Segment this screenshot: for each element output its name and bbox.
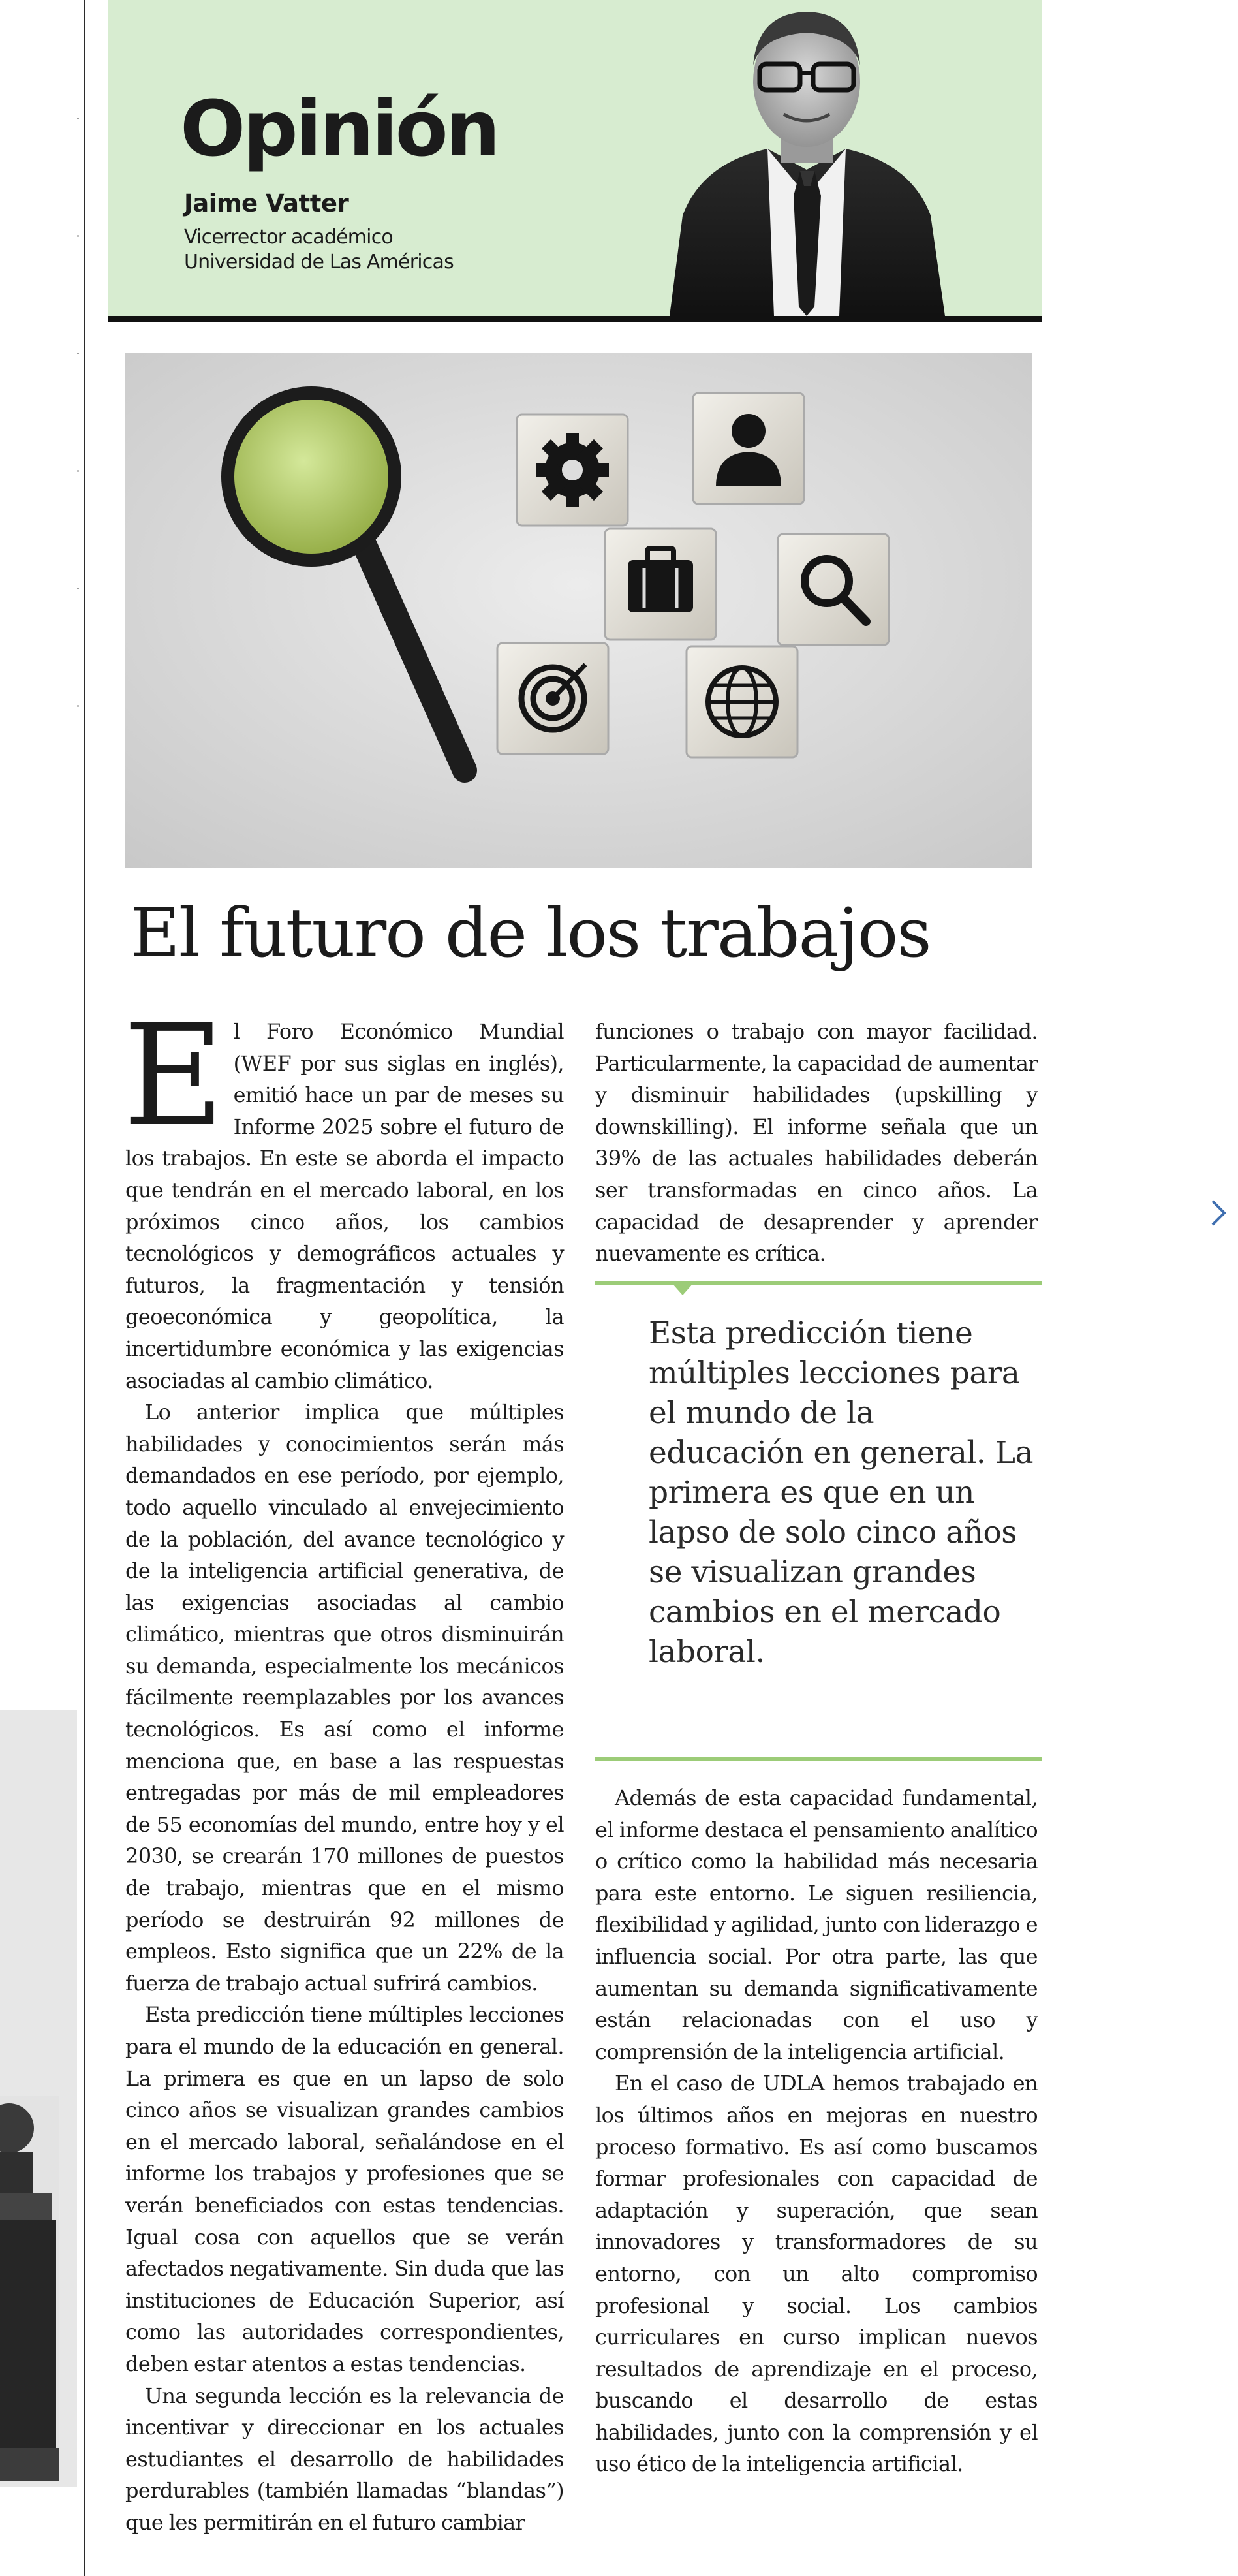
article-paragraph: Además de esta capacidad fundamental, el informe destaca el pensamiento analítico o crítico como la habilidad más necesaria para este entorno. Le siguen resiliencia, flexibilidad y agilidad, junto con liderazgo e influencia social. Por otra parte, las que aumentan su demanda significativamente están relacionadas con el uso y comprensión de la inteligencia artificial. xyxy=(595,1785,1038,2064)
article-paragraph: En el caso de UDLA hemos trabajado en los últimos años en mejoras en nuestro proceso formativo. Es así como buscamos formar profesionales con capacidad de adaptación y superación, que sean innovadores y transformadores de su entorno, con un alto compromiso profesional y social. Los cambios curriculares en curso implican nuevos resultados de aprendizaje en el proceso, buscando el desarrollo de estas habilidades, junto con la comprensión y el uso ético de la inteligencia artificial. xyxy=(595,2071,1038,2477)
article-paragraph: El Foro Económico Mundial (WEF por sus siglas en inglés), emitió hace un par de meses su Informe 2025 sobre el futuro de los trabajos. En este se aborda el impacto que tendrán en el mercado laboral, en los próximos cinco años, los cambios tecnológicos y demográficos actuales y futuros, la fragmentación y tensión geoeconómica y geopolítica, la incertidumbre económica y las exigencias asociadas al cambio climático. xyxy=(123,995,564,1393)
header-rule xyxy=(108,316,1042,322)
article-column-right-bottom xyxy=(595,1782,1038,2480)
author-name: Jaime Vatter xyxy=(184,189,349,217)
article-paragraph: Una segunda lección es la relevancia de incentivar y direccionar en los actuales estudiantes el desarrollo de habilidades perdurables (también llamadas “blandas”) que les permitirán en el futuro cambiar xyxy=(125,2383,564,2535)
adjacent-page-figure xyxy=(0,2096,59,2481)
next-page-chevron-icon[interactable] xyxy=(1206,1193,1232,1233)
author-portrait xyxy=(643,0,970,316)
article-photo xyxy=(125,353,1032,868)
pull-quote-pointer xyxy=(672,1283,693,1295)
globe-icon xyxy=(687,646,797,757)
article-paragraph: Lo anterior implica que múltiples habilidades y conocimientos serán más demandados en ese período, por ejemplo, todo aquello vinculado al envejecimiento de la población, del avance tecnológico y de la inteligencia artificial generativa, de las exigencias asociadas al cambio climático, mientras que otros disminuirán su demanda, especialmente los mecánicos fácilmente reemplazables por los avances tecnológicos. Es así como el informe menciona que, en base a las respuestas entregadas por más de mil empleadores de 55 economías del mundo, entre hoy y el 2030, se crearán 170 millones de puestos de trabajo, mientras que en el mismo período se destruirán 92 millones de empleos. Esto significa que un 22% de la fuerza de trabajo actual sufrirá cambios. xyxy=(125,1400,564,1996)
briefcase-icon xyxy=(605,529,716,640)
search-icon xyxy=(778,534,889,645)
target-icon xyxy=(497,643,608,754)
article-paragraph: Esta predicción tiene múltiples lecciones para el mundo de la educación en general. La primera es que en un lapso de solo cinco años se visualizan grandes cambios en el mercado laboral, señalándose en el informe los trabajos y profesiones que se verán beneficiados con estas tendencias. Igual cosa con aquellos que se verán afectados negativamente. Sin duda que las instituciones de Educación Superior, así como las autoridades correspondientes, deben estar atentos a estas tendencias. xyxy=(125,2002,564,2376)
author-role: Vicerrector académico xyxy=(184,226,393,249)
article-paragraph: funciones o trabajo con mayor facilidad. Particularmente, la capacidad de aumentar y disminuir habilidades (upskilling y downskilling). El informe señala que un 39% de las actuales habilidades deberán ser transformadas en cinco años. La capacidad de desaprender y aprender nuevamente es crítica. xyxy=(595,1019,1038,1266)
section-title: Opinión xyxy=(180,84,498,174)
article-column-right-top xyxy=(595,1016,1038,1270)
gear-icon xyxy=(517,415,628,526)
page-divider xyxy=(84,0,85,2576)
drop-cap: E xyxy=(123,995,224,1157)
person-icon xyxy=(693,393,804,504)
pull-quote-rule-top xyxy=(595,1281,1042,1285)
article-headline: El futuro de los trabajos xyxy=(131,893,931,973)
author-institution: Universidad de Las Américas xyxy=(184,251,454,274)
pull-quote: Esta predicción tiene múltiples lecciones para el mundo de la educación en general. La primera es que en un lapso de solo cinco años se visualizan grandes cambios en el mercado laboral. xyxy=(649,1315,1034,1670)
opinion-header xyxy=(108,0,1042,316)
article-column-left xyxy=(123,995,564,2539)
pull-quote-rule-bottom xyxy=(595,1757,1042,1761)
